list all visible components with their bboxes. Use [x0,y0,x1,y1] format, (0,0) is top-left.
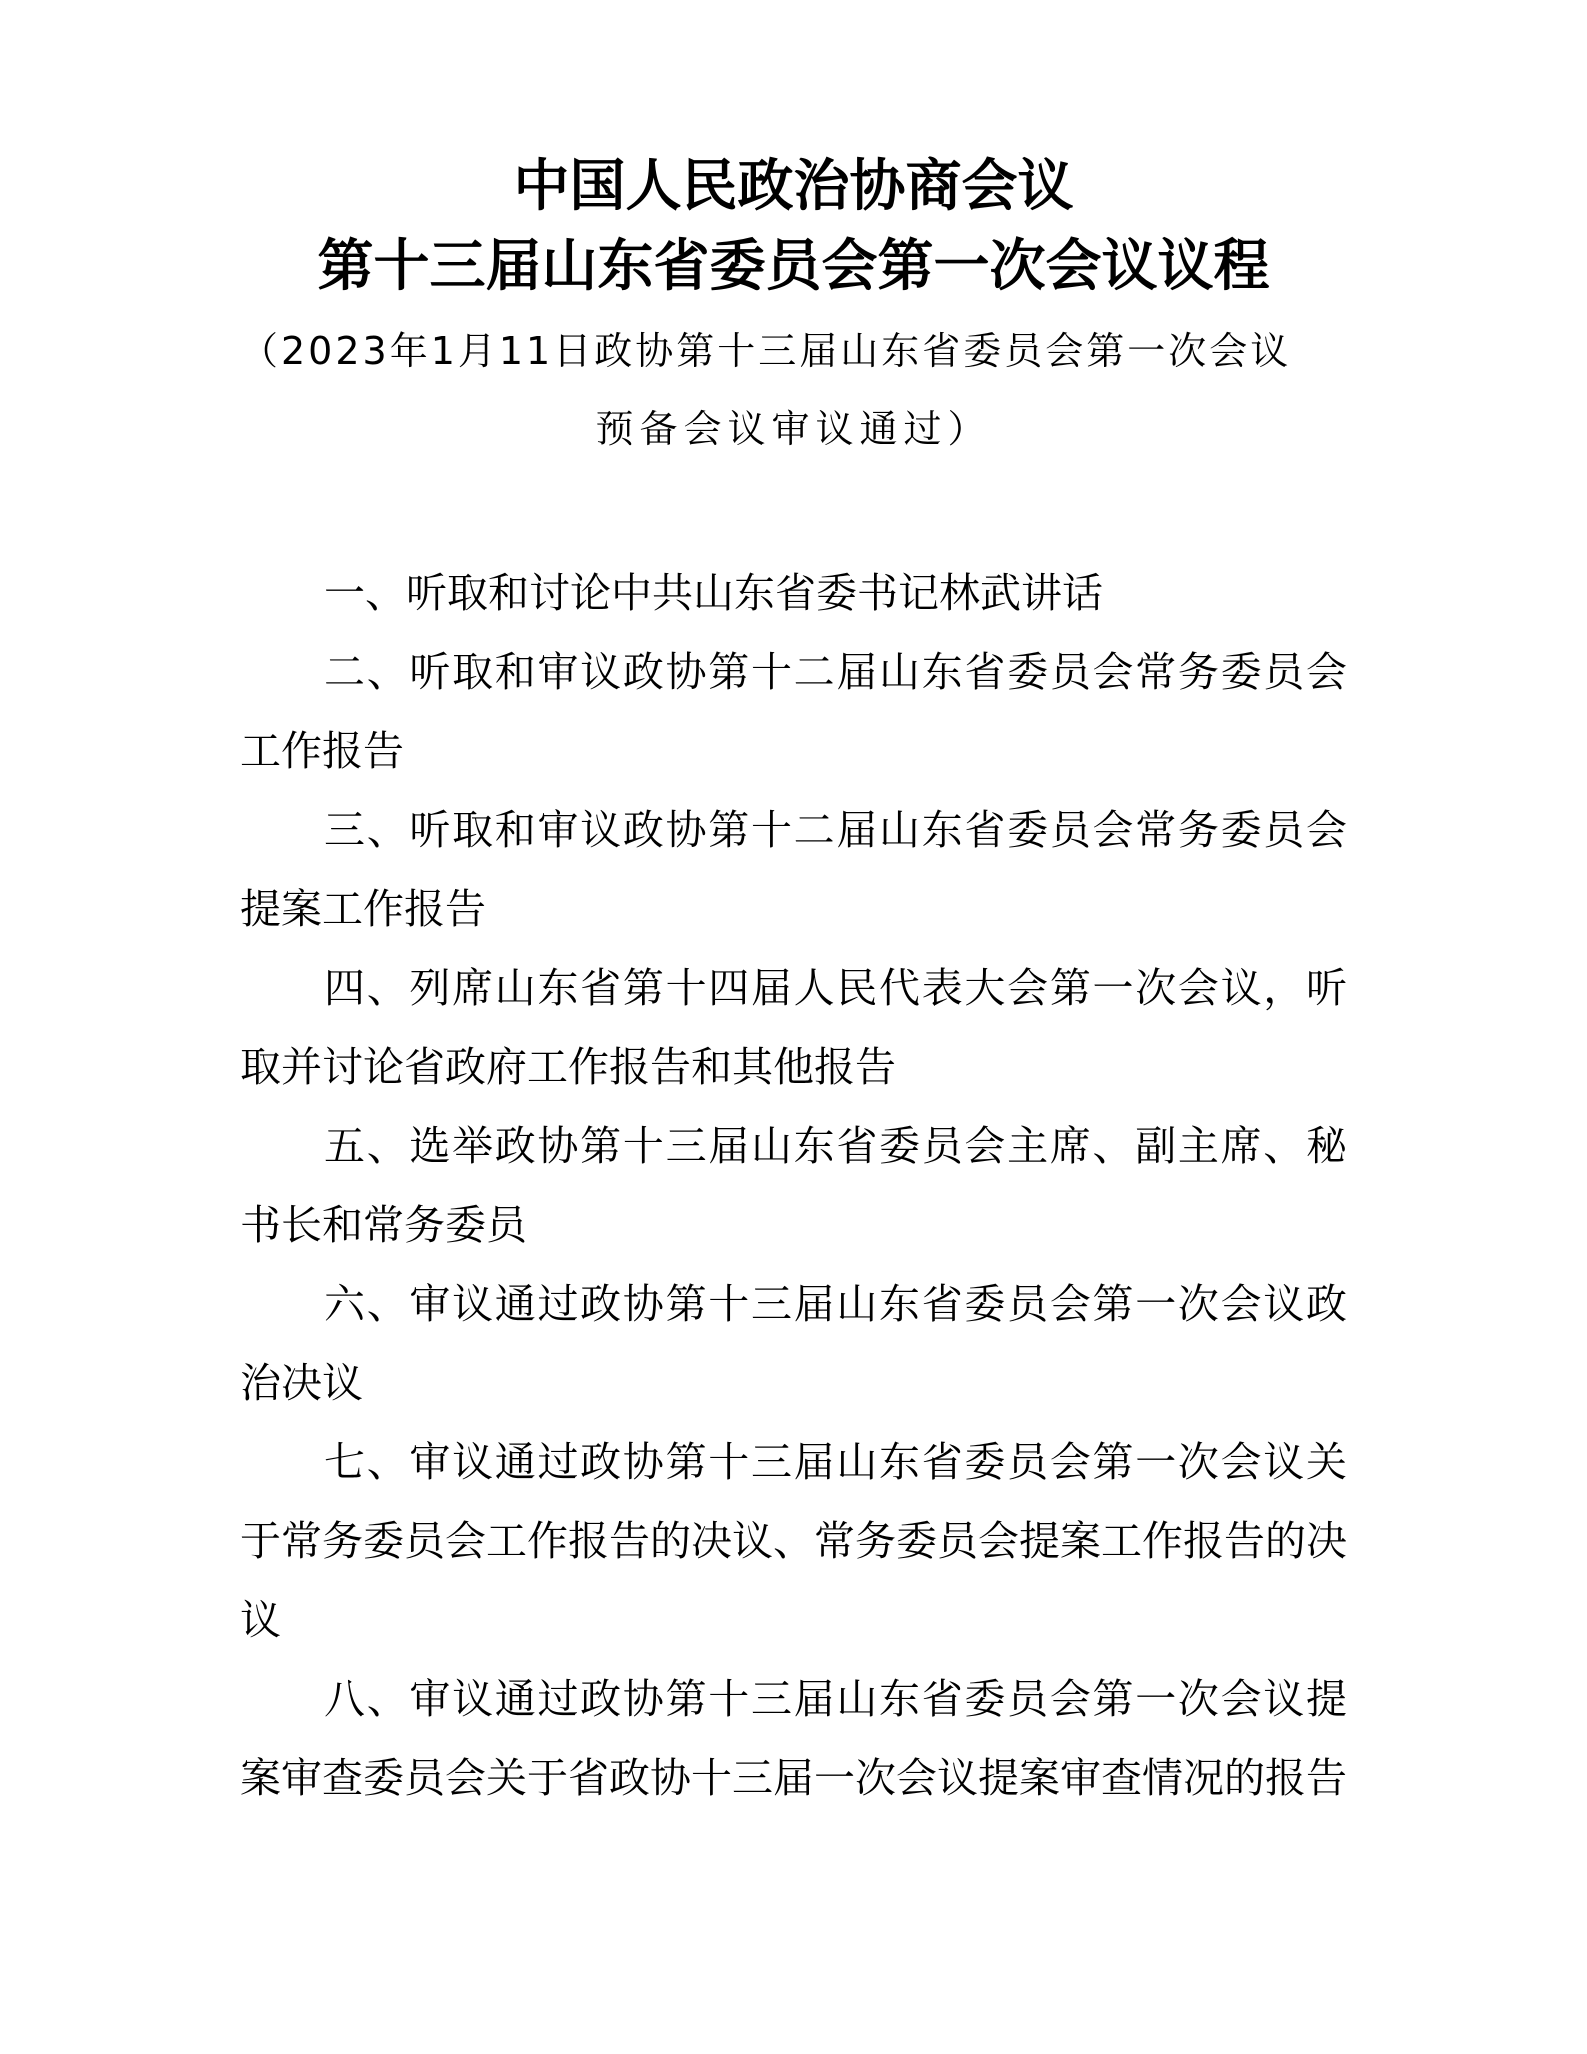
agenda-item-5: 五、选举政协第十三届山东省委员会主席、副主席、秘书长和常务委员 [240,1122,1347,1249]
document-title-line-1: 中国人民政治协商会议 [513,154,1074,219]
agenda-item-7: 七、审议通过政协第十三届山东省委员会第一次会议关于常务委员会工作报告的决议、常务委员会提案工作报告的决议 [240,1438,1347,1644]
agenda-list [240,554,1347,1818]
document-subtitle-line-2: 预备会议审议通过） [595,407,992,451]
agenda-item-8: 八、审议通过政协第十三届山东省委员会第一次会议提案审查委员会关于省政协十三届一次会议提案审查情况的报告 [240,1675,1347,1802]
agenda-item-1: 一、听取和讨论中共山东省委书记林武讲话 [324,569,1103,617]
document-subtitle-line-1: （2023年1月11日政协第十三届山东省委员会第一次会议 [240,329,1292,373]
document-title-line-2: 第十三届山东省委员会第一次会议议程 [317,234,1270,299]
agenda-item-3: 三、听取和审议政协第十二届山东省委员会常务委员会提案工作报告 [240,806,1347,933]
agenda-item-6: 六、审议通过政协第十三届山东省委员会第一次会议政治决议 [240,1280,1347,1407]
agenda-item-2: 二、听取和审议政协第十二届山东省委员会常务委员会工作报告 [240,648,1347,775]
agenda-item-4: 四、列席山东省第十四届人民代表大会第一次会议，听取并讨论省政府工作报告和其他报告 [240,964,1347,1091]
